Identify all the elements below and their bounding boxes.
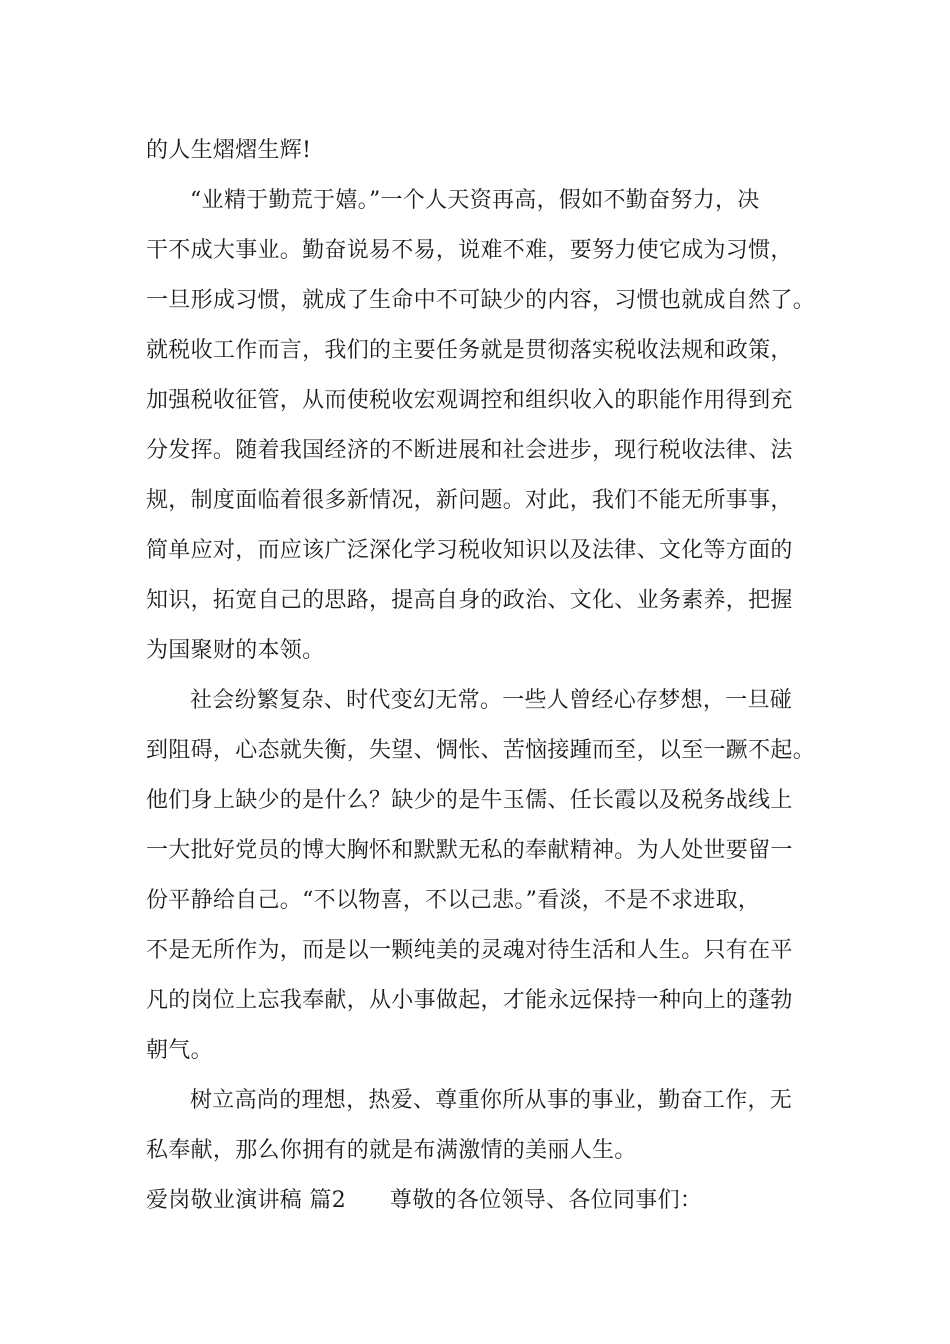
text-line: 干不成大事业。勤奋说易不易，说难不难，要努力使它成为习惯， <box>146 238 793 263</box>
text-line: 为国聚财的本领。 <box>146 638 325 663</box>
text-line: 不是无所作为，而是以一颗纯美的灵魂对待生活和人生。只有在平 <box>146 938 793 963</box>
text-line: 份平静给自己。“不以物喜，不以己悲。”看淡，不是不求进取， <box>146 888 761 913</box>
text-line: 的人生熠熠生辉! <box>146 138 312 163</box>
text-line: 简单应对，而应该广泛深化学习税收知识以及法律、文化等方面的 <box>146 538 793 563</box>
text-line: 一旦形成习惯，就成了生命中不可缺少的内容，习惯也就成自然了。 <box>146 288 816 313</box>
text-line: 到阻碍，心态就失衡，失望、惆怅、苦恼接踵而至，以至一蹶不起。 <box>146 738 816 763</box>
text-line: 私奉献，那么你拥有的就是布满激情的美丽人生。 <box>146 1138 637 1163</box>
text-line: 就税收工作而言，我们的主要任务就是贯彻落实税收法规和政策， <box>146 338 793 363</box>
text-line: 凡的岗位上忘我奉献，从小事做起，才能永远保持一种向上的蓬勃 <box>146 988 793 1013</box>
text-line: 朝气。 <box>146 1038 213 1063</box>
text-line: 加强税收征管，从而使税收宏观调控和组织收入的职能作用得到充 <box>146 388 793 413</box>
text-line: 一大批好党员的博大胸怀和默默无私的奉献精神。为人处世要留一 <box>146 838 793 863</box>
section-heading: 爱岗敬业演讲稿 篇2 <box>146 1188 346 1213</box>
text-line: 知识，拓宽自己的思路，提高自身的政治、文化、业务素养，把握 <box>146 588 793 613</box>
text-line: 社会纷繁复杂、时代变幻无常。一些人曾经心存梦想，一旦碰 <box>190 688 793 713</box>
text-line: “业精于勤荒于嬉。”一个人天资再高，假如不勤奋努力，决 <box>190 188 760 213</box>
text-line: 分发挥。随着我国经济的不断进展和社会进步，现行税收法律、法 <box>146 438 793 463</box>
salutation: 尊敬的各位领导、各位同事们： <box>390 1188 703 1213</box>
text-line: 他们身上缺少的是什么？缺少的是牛玉儒、任长霞以及税务战线上 <box>146 788 793 813</box>
text-line: 规，制度面临着很多新情况，新问题。对此，我们不能无所事事， <box>146 488 793 513</box>
text-line: 树立高尚的理想，热爱、尊重你所从事的事业，勤奋工作，无 <box>190 1088 793 1113</box>
